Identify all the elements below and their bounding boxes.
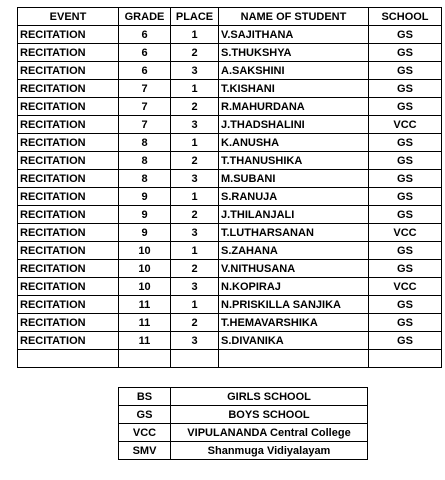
event-cell: RECITATION bbox=[18, 116, 119, 134]
event-cell: RECITATION bbox=[18, 332, 119, 350]
table-row bbox=[18, 80, 442, 98]
place-cell: 2 bbox=[171, 152, 219, 170]
place-cell: 3 bbox=[171, 332, 219, 350]
table-row bbox=[18, 134, 442, 152]
student-name-cell: N.KOPIRAJ bbox=[219, 278, 369, 296]
event-cell: RECITATION bbox=[18, 224, 119, 242]
grade-cell: 8 bbox=[119, 170, 171, 188]
table-row bbox=[18, 206, 442, 224]
legend-code-cell: SMV bbox=[119, 442, 171, 460]
place-cell: 2 bbox=[171, 44, 219, 62]
table-row bbox=[18, 296, 442, 314]
event-cell: RECITATION bbox=[18, 62, 119, 80]
event-cell: RECITATION bbox=[18, 134, 119, 152]
grade-cell: 6 bbox=[119, 44, 171, 62]
place-cell: 2 bbox=[171, 206, 219, 224]
school-cell: GS bbox=[369, 314, 442, 332]
student-name-cell: J.THADSHALINI bbox=[219, 116, 369, 134]
empty-cell bbox=[171, 350, 219, 368]
table-row bbox=[18, 224, 442, 242]
table-row bbox=[18, 152, 442, 170]
place-cell: 2 bbox=[171, 98, 219, 116]
school-cell: GS bbox=[369, 188, 442, 206]
table-row bbox=[18, 44, 442, 62]
place-cell: 1 bbox=[171, 188, 219, 206]
student-name-cell: S.THUKSHYA bbox=[219, 44, 369, 62]
legend-code-cell: BS bbox=[119, 388, 171, 406]
event-cell: RECITATION bbox=[18, 206, 119, 224]
table-row bbox=[18, 278, 442, 296]
empty-cell bbox=[119, 350, 171, 368]
header-event: EVENT bbox=[18, 8, 119, 26]
results-header-row bbox=[18, 8, 442, 26]
school-cell: VCC bbox=[369, 224, 442, 242]
school-cell: GS bbox=[369, 134, 442, 152]
legend-body bbox=[119, 388, 368, 460]
legend-school-name-cell: BOYS SCHOOL bbox=[171, 406, 368, 424]
student-name-cell: A.SAKSHINI bbox=[219, 62, 369, 80]
student-name-cell: R.MAHURDANA bbox=[219, 98, 369, 116]
place-cell: 1 bbox=[171, 242, 219, 260]
school-cell: GS bbox=[369, 242, 442, 260]
student-name-cell: T.HEMAVARSHIKA bbox=[219, 314, 369, 332]
grade-cell: 11 bbox=[119, 332, 171, 350]
student-name-cell: T.THANUSHIKA bbox=[219, 152, 369, 170]
event-cell: RECITATION bbox=[18, 152, 119, 170]
table-row bbox=[18, 260, 442, 278]
table-row bbox=[18, 62, 442, 80]
school-cell: VCC bbox=[369, 278, 442, 296]
school-cell: GS bbox=[369, 62, 442, 80]
header-school: SCHOOL bbox=[369, 8, 442, 26]
empty-row bbox=[18, 350, 442, 368]
grade-cell: 9 bbox=[119, 206, 171, 224]
event-cell: RECITATION bbox=[18, 188, 119, 206]
school-cell: GS bbox=[369, 170, 442, 188]
school-cell: GS bbox=[369, 206, 442, 224]
grade-cell: 6 bbox=[119, 26, 171, 44]
place-cell: 3 bbox=[171, 62, 219, 80]
legend-row bbox=[119, 388, 368, 406]
place-cell: 2 bbox=[171, 260, 219, 278]
event-cell: RECITATION bbox=[18, 278, 119, 296]
legend-row bbox=[119, 406, 368, 424]
student-name-cell: V.NITHUSANA bbox=[219, 260, 369, 278]
grade-cell: 11 bbox=[119, 296, 171, 314]
table-row bbox=[18, 170, 442, 188]
student-name-cell: S.ZAHANA bbox=[219, 242, 369, 260]
student-name-cell: K.ANUSHA bbox=[219, 134, 369, 152]
table-row bbox=[18, 26, 442, 44]
place-cell: 2 bbox=[171, 314, 219, 332]
table-row bbox=[18, 98, 442, 116]
results-body bbox=[18, 26, 442, 368]
school-cell: GS bbox=[369, 44, 442, 62]
place-cell: 3 bbox=[171, 170, 219, 188]
header-grade: GRADE bbox=[119, 8, 171, 26]
event-cell: RECITATION bbox=[18, 44, 119, 62]
school-cell: GS bbox=[369, 152, 442, 170]
place-cell: 1 bbox=[171, 80, 219, 98]
legend-code-cell: VCC bbox=[119, 424, 171, 442]
legend-code-cell: GS bbox=[119, 406, 171, 424]
grade-cell: 7 bbox=[119, 80, 171, 98]
grade-cell: 8 bbox=[119, 134, 171, 152]
school-cell: GS bbox=[369, 260, 442, 278]
place-cell: 3 bbox=[171, 116, 219, 134]
table-row bbox=[18, 332, 442, 350]
grade-cell: 8 bbox=[119, 152, 171, 170]
place-cell: 1 bbox=[171, 296, 219, 314]
legend-row bbox=[119, 424, 368, 442]
event-cell: RECITATION bbox=[18, 170, 119, 188]
event-cell: RECITATION bbox=[18, 242, 119, 260]
school-cell: GS bbox=[369, 80, 442, 98]
legend-row bbox=[119, 442, 368, 460]
empty-cell bbox=[219, 350, 369, 368]
school-legend-table bbox=[118, 387, 368, 460]
school-cell: GS bbox=[369, 296, 442, 314]
student-name-cell: J.THILANJALI bbox=[219, 206, 369, 224]
student-name-cell: S.RANUJA bbox=[219, 188, 369, 206]
event-cell: RECITATION bbox=[18, 26, 119, 44]
student-name-cell: S.DIVANIKA bbox=[219, 332, 369, 350]
grade-cell: 11 bbox=[119, 314, 171, 332]
results-table bbox=[17, 7, 442, 368]
empty-cell bbox=[369, 350, 442, 368]
student-name-cell: M.SUBANI bbox=[219, 170, 369, 188]
place-cell: 1 bbox=[171, 134, 219, 152]
grade-cell: 10 bbox=[119, 242, 171, 260]
event-cell: RECITATION bbox=[18, 80, 119, 98]
event-cell: RECITATION bbox=[18, 98, 119, 116]
grade-cell: 6 bbox=[119, 62, 171, 80]
grade-cell: 9 bbox=[119, 224, 171, 242]
place-cell: 3 bbox=[171, 224, 219, 242]
table-row bbox=[18, 188, 442, 206]
legend-school-name-cell: Shanmuga Vidiyalayam bbox=[171, 442, 368, 460]
event-cell: RECITATION bbox=[18, 296, 119, 314]
grade-cell: 9 bbox=[119, 188, 171, 206]
place-cell: 1 bbox=[171, 26, 219, 44]
table-row bbox=[18, 314, 442, 332]
school-cell: VCC bbox=[369, 116, 442, 134]
place-cell: 3 bbox=[171, 278, 219, 296]
student-name-cell: N.PRISKILLA SANJIKA bbox=[219, 296, 369, 314]
student-name-cell: V.SAJITHANA bbox=[219, 26, 369, 44]
grade-cell: 7 bbox=[119, 116, 171, 134]
event-cell: RECITATION bbox=[18, 260, 119, 278]
legend-school-name-cell: VIPULANANDA Central College bbox=[171, 424, 368, 442]
legend-school-name-cell: GIRLS SCHOOL bbox=[171, 388, 368, 406]
event-cell: RECITATION bbox=[18, 314, 119, 332]
header-place: PLACE bbox=[171, 8, 219, 26]
grade-cell: 7 bbox=[119, 98, 171, 116]
empty-cell bbox=[18, 350, 119, 368]
school-cell: GS bbox=[369, 98, 442, 116]
grade-cell: 10 bbox=[119, 278, 171, 296]
table-row bbox=[18, 116, 442, 134]
school-cell: GS bbox=[369, 26, 442, 44]
table-row bbox=[18, 242, 442, 260]
student-name-cell: T.LUTHARSANAN bbox=[219, 224, 369, 242]
header-name-of-student: NAME OF STUDENT bbox=[219, 8, 369, 26]
student-name-cell: T.KISHANI bbox=[219, 80, 369, 98]
grade-cell: 10 bbox=[119, 260, 171, 278]
school-cell: GS bbox=[369, 332, 442, 350]
